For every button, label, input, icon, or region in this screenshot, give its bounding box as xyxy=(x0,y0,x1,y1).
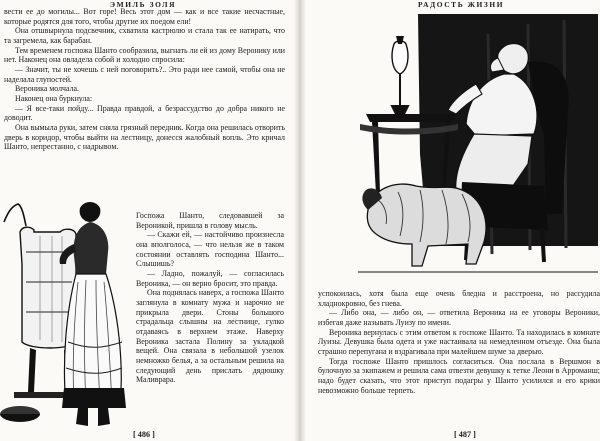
paragraph: Тем временем госпожа Шанто сообразила, выгнать ли ей из дому Веронику или нет. Наконец она овладела собой и холодно спросила: xyxy=(4,45,285,65)
illustration-man-in-armchair xyxy=(358,14,598,276)
paragraph: Наконец она буркнула: xyxy=(15,93,93,103)
paragraph: успокоилась, хотя была еще очень бледна и расстроена, но рассудила хладнокровно, без гнева. xyxy=(318,289,600,308)
paragraph: Вероника молчала. xyxy=(15,84,80,94)
paragraph: Тогда госпоже Шанто пришлось согласиться. Она послала в Вершмон в булочную за экипажем и решила сама отвезти девушку к тетке Леони в Арроманш; надо будет сказать, что этот приступ подагры у Шанто усилился и его крики невозможно больше терпеть. xyxy=(318,356,600,395)
running-head-left: ЭМИЛЬ ЗОЛЯ xyxy=(110,0,177,9)
paragraph: Госпожа Шанто, следовавшей за Вероникой, пришла в голову мысль. xyxy=(136,211,284,230)
paragraph: — Значит, ты не хочешь с ней поговорить?.. Это ради нее самой, чтобы она не наделала глупостей. xyxy=(4,64,285,84)
paragraph: Она поднялась наверх, а госпожа Шанто заглянула в комнату мужа и нарочно не прикрыла двери. Стоны большого страдальца слышны на лестнице, гулко отдаваясь в верхнем этаже. Наверху Вероника застала Полину за укладкой вещей. Она связала в небольшой узелок немножко белья, а за остальным решила на следующий день прислать дядюшку Маливрара. xyxy=(136,288,284,385)
page-number-right: [ 487 ] xyxy=(454,430,476,439)
left-page xyxy=(0,0,294,441)
book-gutter xyxy=(294,0,306,441)
paragraph: Вероника вернулась с этим ответом к госпоже Шанто. Та находилась в комнате Луизы. Девушка была одета и уже настаивала на немедленном отъезде. Она была страшно перепугана и вздрагивала при малейшем шуме за дверью. xyxy=(318,327,600,356)
paragraph: — Либо она, — либо он, — ответила Вероника на ее уговоры Вероники, избегая даже называть Луизу по имени. xyxy=(318,308,600,327)
paragraph: — Скажи ей, — настойчиво произнесла она вполголоса, — что нельзя же в таком состоянии оставлять господина Шанто... Слышишь? xyxy=(136,230,284,269)
paragraph: Она отшвырнула подсвечник, схватила кастрюлю и стала так ее натирать, что та загремела, как барабан. xyxy=(4,26,285,45)
page-number-left: [ 486 ] xyxy=(133,430,155,439)
running-head-right: РАДОСТЬ ЖИЗНИ xyxy=(418,0,505,9)
right-page xyxy=(306,0,600,441)
left-side-text xyxy=(136,211,284,385)
paragraph: — Я все-таки пойду... Правда правдой, а безрассудство до добра никого не доводит. xyxy=(4,103,285,123)
right-bottom-text xyxy=(318,289,600,395)
paragraph: вести ее до могилы... Вот горе! Весь этот дом — как и все такие несчастные, которые родятся для того, чтобы другие их поедом ели! xyxy=(4,7,285,26)
left-top-text xyxy=(4,7,285,152)
illustration-woman-with-urn xyxy=(0,192,136,432)
paragraph: Она вымыла руки, затем сняла грязный передник. Когда она решилась отворить дверь в коридор, чтобы выйти на лестницу, донесся жалобный вопль. Это кричал Шанто, непрестанно, с надрывом. xyxy=(4,122,285,152)
paragraph: — Ладно, пожалуй, — согласилась Вероника, — он верно бросит, это правда. xyxy=(136,268,284,288)
